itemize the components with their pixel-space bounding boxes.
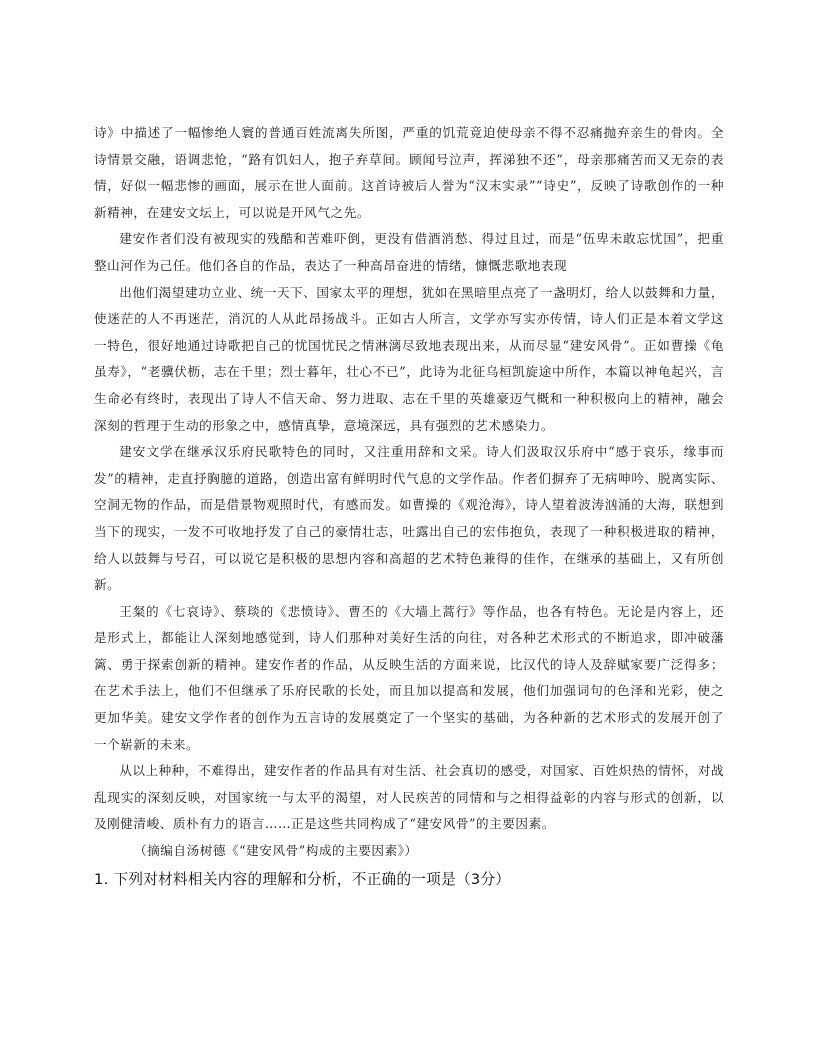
paragraph-3: 出他们渴望建功立业、统一天下、国家太平的理想，犹如在黑暗里点亮了一盏明灯，给人以鼓舞和力量，使迷茫的人不再迷茫，消沉的人从此昂扬战斗。正如古人所言，文学亦写实亦传情，诗人们正是本着文学这一特色，很好地通过诗歌把自己的忧国忧民之情淋漓尽致地表现出来，从而尽显“建安风骨”。正如曹操《龟虽寿》，“老骥伏枥，志在千里；烈士暮年，壮心不已”，此诗为北征乌桓凯旋途中所作，本篇以神龟起兴，言生命必有终时，表现出了诗人不信天命、努力进取、志在千里的英雄豪迈气概和一种积极向上的精神，融会深刻的哲理于生动的形象之中，感情真挚，意境深远，具有强烈的艺术感染力。 xyxy=(94,284,724,433)
paragraph-5: 王粲的《七哀诗》、蔡琰的《悲愤诗》、曹丕的《大墙上蒿行》等作品，也各有特色。无论是内容上，还是形式上，都能让人深刻地感觉到，诗人们那种对美好生活的向往，对各种艺术形式的不断追求，即冲破藩篱、勇于探索创新的精神。建安作者的作品，从反映生活的方面来说，比汉代的诗人及辞赋家要广泛得多；在艺术手法上，他们不但继承了乐府民歌的长处，而且加以提高和发展，他们加强词句的色泽和光彩，使之更加华美。建安文学作者的创作为五言诗的发展奠定了一个坚实的基础，为各种新的艺术形式的发展开创了一个崭新的未来。 xyxy=(94,603,724,752)
source-citation: （摘编自汤树德《“建安风骨”构成的主要因素》） xyxy=(134,843,418,859)
document-body xyxy=(94,120,724,893)
paragraph-1: 诗》中描述了一幅惨绝人寰的普通百姓流离失所图，严重的饥荒竟迫使母亲不得不忍痛抛弃亲生的骨肉。全诗情景交融，语调悲怆，“路有饥妇人，抱子弃草间。顾闻号泣声，挥涕独不还”，母亲那痛苦而又无奈的表情，好似一幅悲惨的画面，展示在世人面前。这首诗被后人誉为“汉末实录”“诗史”，反映了诗歌创作的一种新精神，在建安文坛上，可以说是开风气之先。 xyxy=(94,125,724,220)
paragraph-2: 建安作者们没有被现实的残酷和苦难吓倒，更没有借酒消愁、得过且过，而是“伍卑未敢忘忧国”，把重整山河作为己任。他们各自的作品，表达了一种高昂奋进的情绪，慷慨悲歌地表现 xyxy=(94,231,724,273)
question-1: 1. 下列对材料相关内容的理解和分析，不正确的一项是（3分） xyxy=(94,870,511,888)
paragraph-4: 建安文学在继承汉乐府民歌特色的同时，又注重用辞和文采。诗人们汲取汉乐府中“感于哀乐，缘事而发”的精神，走直抒胸臆的道路，创造出富有鲜明时代气息的文学作品。作者们摒弃了无病呻吟、脱离实际、空洞无物的作品，而是借景物观照时代，有感而发。如曹操的《观沧海》，诗人望着波涛汹涌的大海，联想到当下的现实，一发不可收地抒发了自己的豪情壮志，吐露出自己的宏伟抱负，表现了一种积极进取的精神，给人以鼓舞与号召，可以说它是积极的思想内容和高超的艺术特色兼得的佳作，在继承的基础上，又有所创新。 xyxy=(94,444,724,593)
paragraph-6: 从以上种种，不难得出，建安作者的作品具有对生活、社会真切的感受，对国家、百姓炽热的情怀，对战乱现实的深刻反映，对国家统一与太平的渴望，对人民疾苦的同情和与之相得益彰的内容与形式的创新，以及刚健清峻、质朴有力的语言……正是这些共同构成了“建安风骨”的主要因素。 xyxy=(94,763,724,832)
